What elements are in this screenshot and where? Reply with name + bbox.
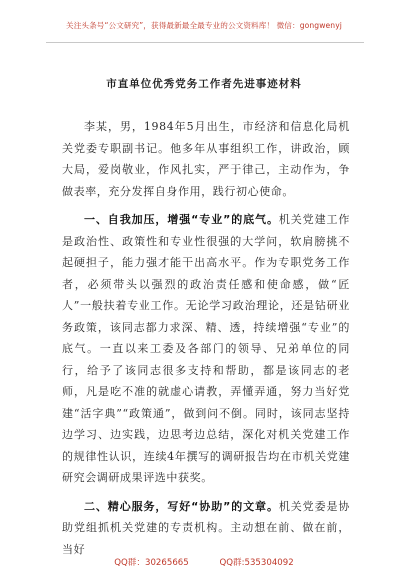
footer-qq-group-1: QQ群：30265665 bbox=[114, 558, 189, 568]
paragraph-intro bbox=[62, 116, 350, 202]
paragraph-text: 李某，男，1984年5月出生，市经济和信息化局机关党委专职副书记。他多年从事组织工作，讲政治，顾大局，爱岗敬业，作风扎实，严于律己，主动作为，争做表率，充分发挥自身作用，践行初心使命。 bbox=[62, 120, 350, 198]
paragraph-section-2 bbox=[62, 496, 350, 561]
footer-contacts bbox=[0, 556, 408, 568]
section-2-heading: 二、精心服务，写好“协助”的文章。 bbox=[84, 499, 279, 513]
document-title: 市直单位优秀党务工作者先进事迹材料 bbox=[106, 78, 302, 90]
header-banner: 关注头条号“公文研究”，获得最新最全最专业的公文资料库！ 微信：gongwenyj bbox=[66, 21, 342, 30]
document-body bbox=[62, 116, 350, 567]
footer-qq-group-2: QQ群:535304092 bbox=[219, 558, 294, 568]
header-divider bbox=[46, 42, 364, 43]
paragraph-section-1 bbox=[62, 209, 350, 489]
section-1-heading: 一、自我加压，增强“专业”的底气。 bbox=[84, 213, 279, 226]
section-1-text: 机关党建工作是政治性、政策性和专业性很强的大学问，软肩膀挑不起硬担子，能力强才能干出高水平。作为专职党务工作者，必须带头以强烈的政治责任感和使命感，做“匠人”一般扶着专业工作。无论学习政治理论，还是钻研业务政策，该同志都力求深、精、透，持续增强“专业”的底气。一直以来工委及各部门的领导、兄弟单位的同行，给予了该同志很多支持和帮助，都是该同志的老师，凡是吃不准的就虚心请教，弄懂弄通，努力当好党建“活字典”“政策通”，做到问不倒。同时，该同志坚持边学习、边实践，边思考边总结，深化对机关党建工作的规律性认识，连续4年撰写的调研报告均在市机关党建研究会调研成果评选中获奖。 bbox=[62, 213, 350, 484]
section-2-text: 机关党委是协助党组抓机关党建的专责机构。主动想在前、做在前，当好 bbox=[62, 499, 350, 556]
